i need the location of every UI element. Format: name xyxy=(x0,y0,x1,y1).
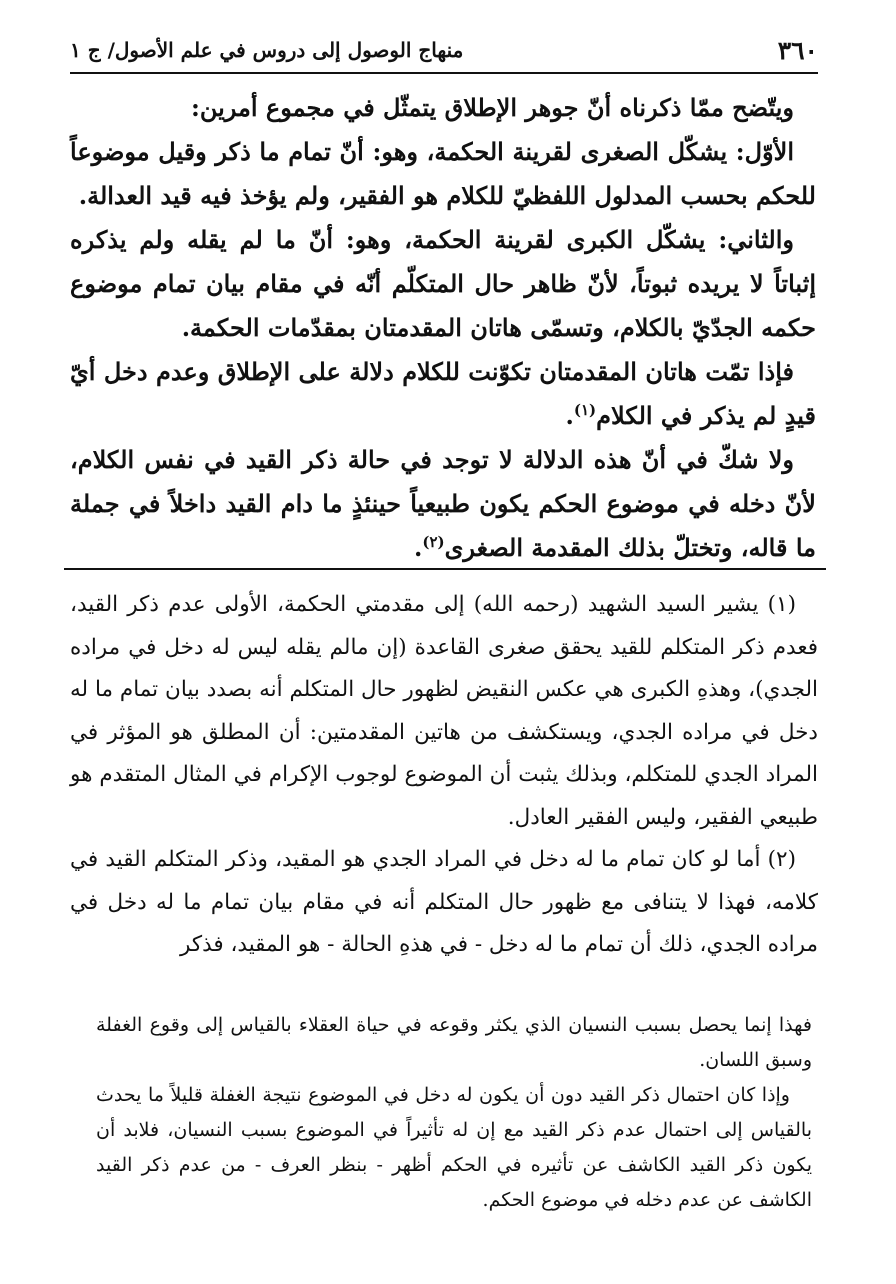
page-header xyxy=(70,28,818,74)
paragraph-no-doubt-text: ولا شكّ في أنّ هذه الدلالة لا توجد في حالة ذكر القيد في نفس الكلام، لأنّ دخله في موضوع الحكم يكون طبيعياً حينئذٍ ما دام القيد داخلاً في جملة ما قاله، وتختلّ بذلك المقدمة الصغرى xyxy=(70,445,816,562)
footnote-continuation-2: وإذا كان احتمال ذكر القيد دون أن يكون له دخل في الموضوع نتيجة الغفلة قليلاً ما يحدث بالقياس إلى احتمال عدم ذكر القيد مع إن له تأثيراً في الموضوع بسبب النسيان، فلابد أن يكون ذكر القيد الكاشف عن تأثيره في الحكم أظهر - بنظر العرف - من عدم ذكر القيد الكاشف عن عدم دخله في موضوع الحكم. xyxy=(96,1084,812,1211)
running-title: منهاج الوصول إلى دروس في علم الأصول/ ج ١ xyxy=(70,38,464,62)
footnotes-block xyxy=(70,584,818,967)
page-number: ٣٦٠ xyxy=(777,35,818,65)
footnote-separator xyxy=(64,568,826,570)
paragraph-intro: ويتّضح ممّا ذكرناه أنّ جوهر الإطلاق يتمثّل في مجموع أمرين: xyxy=(190,93,794,122)
paragraph-conclusion-end: . xyxy=(565,401,574,430)
footnote-1: (١) يشير السيد الشهيد (رحمه الله) إلى مقدمتي الحكمة، الأولى عدم ذكر القيد، فعدم ذكر المتكلم للقيد يحقق صغرى القاعدة (إن مالم يقله ليس له دخل في مراده الجدي)، وهذهِ الكبرى هي عكس النقيض لظهور حال المتكلم أنه بصدد بيان تمام ما له دخل في مراده الجدي، ويستكشف من هاتين المقدمتين: أن المطلق هو المؤثر في المراد الجدي للمتكلم، وبذلك يثبت أن الموضوع لوجوب الإكرام في المثال المتقدم هو طبيعي الفقير، وليس الفقير العادل. xyxy=(70,592,818,830)
paragraph-conclusion-text: فإذا تمّت هاتان المقدمتان تكوّنت للكلام دلالة على الإطلاق وعدم دخل أيّ قيدٍ لم يذكر في الكلام xyxy=(70,357,816,430)
paragraph-second-premise: والثاني: يشكّل الكبرى لقرينة الحكمة، وهو: أنّ ما لم يقله ولم يذكره إثباتاً لا يريده ثبوتاً، لأنّ ظاهر حال المتكلّم أنّه في مقام بيان تمام موضوع حكمه الجدّيّ بالكلام، وتسمّى هاتان المقدمتان بمقدّمات الحكمة. xyxy=(70,225,817,342)
footnote-ref-2[interactable]: (٢) xyxy=(422,533,445,551)
paragraph-no-doubt xyxy=(70,438,816,570)
paragraph-conclusion xyxy=(70,350,816,438)
footnote-continuation xyxy=(96,1008,812,1218)
paragraph-first-premise: الأوّل: يشكّل الصغرى لقرينة الحكمة، وهو: أنّ تمام ما ذكر وقيل موضوعاً للحكم بحسب المدلول اللفظيّ للكلام هو الفقير، ولم يؤخذ فيه قيد العدالة. xyxy=(70,137,816,210)
footnote-ref-1[interactable]: (١) xyxy=(573,401,597,419)
main-text xyxy=(70,86,816,570)
footnote-continuation-1: فهذا إنما يحصل بسبب النسيان الذي يكثر وقوعه في حياة العقلاء بالقياس إلى وقوع الغفلة وسبق اللسان. xyxy=(96,1014,812,1071)
paragraph-no-doubt-end: . xyxy=(413,533,423,562)
footnote-2: (٢) أما لو كان تمام ما له دخل في المراد الجدي هو المقيد، وذكر المتكلم القيد في كلامه، فهذا لا يتنافى مع ظهور حال المتكلم أنه في مقام بيان تمام ما له دخل في مراده الجدي، ذلك أن تمام ما له دخل - في هذهِ الحالة - هو المقيد، فذكر xyxy=(70,847,818,957)
